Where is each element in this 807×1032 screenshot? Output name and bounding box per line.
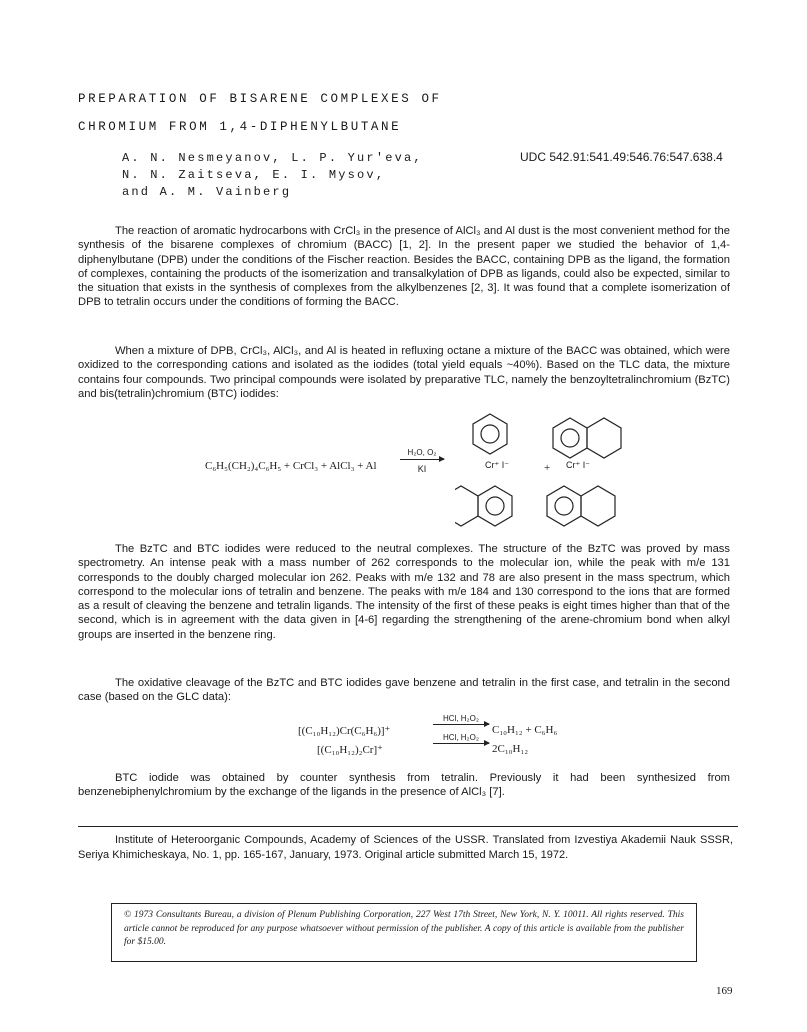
arrow-icon [433,743,489,744]
arrow-icon [400,459,444,460]
copyright-notice: © 1973 Consultants Bureau, a division of Plenum Publishing Corporation, 227 West 17th Street, New York, N. Y. 10011. All rights reserved. This article cannot be reproduced for any purpose whatsoever without permission of the publisher. A copy of this article is available from the publisher for $15.00. [124,910,684,947]
paragraph-4: The oxidative cleavage of the BzTC and BTC iodides gave benzene and tetralin in the first case, and tetralin in the second case (based on the GLC data): [78,677,730,704]
affiliation-footnote: Institute of Heteroorganic Compounds, Academy of Sciences of the USSR. Translated from Izvestiya Akademii Nauk SSSR, Seriya Khimicheskaya, No. 1, pp. 165-167, January, 1973. Original article submitted March 15, 1972. [78,834,733,861]
author-list: A. N. Nesmeyanov, L. P. Yur'eva, N. N. Zaitseva, E. I. Mysov, and A. M. Vainberg [122,151,423,199]
equation-1-arrow [433,714,489,725]
copyright-box [111,903,697,962]
equation-2-right: 2C₁₀H₁₂ [492,743,529,755]
reaction-reactants: C₆H₅(CH₂)₄C₆H₅ + CrCl₃ + AlCl₃ + Al [205,460,377,472]
udc-classification: UDC 542.91:541.49:546.76:547.638.4 [520,150,723,164]
reaction-arrow-reagents: H₂O, O₂ [407,448,437,457]
equation-1-right: C₁₀H₁₂ + C₆H₆ [492,724,558,736]
equation-2-reagents: HCl, H₂O₂ [443,733,479,742]
paragraph-5: BTC iodide was obtained by counter synthesis from tetralin. Previously it had been synthesized from benzenebiphenylchromium by the exchange of the ligands in the presence of AlCl₃ [7]. [78,772,730,799]
article-title-line-2: CHROMIUM FROM 1,4-DIPHENYLBUTANE [78,120,402,134]
arrow-icon [433,724,489,725]
equation-2-arrow [433,733,489,744]
equation-1-left: [(C₁₀H₁₂)Cr(C₆H₆)]⁺ [298,725,391,737]
btc-complex-structure [540,408,640,534]
reaction-arrow [400,448,444,474]
paragraph-3: The BzTC and BTC iodides were reduced to the neutral complexes. The structure of the BzTC was proved by mass spectrometry. An intense peak with a mass number of 262 corresponds to the molecular ion, while the peak with m/e 131 corresponds to the doubly charged molecular ion 262. Peaks with m/e 132 and 78 are also present in the mass spectrum, which correspond to the molecular ions of tetralin and benzene. The peaks with m/e 184 and 130 correspond to the ions that are formed as a result of cleaving the benzene and tetralin ligands. The intensity of the first of these peaks is eight times higher than that of the second, which is in agreement with the data given in [4-6] regarding the strengthening of the arene-chromium bond when alkyl groups are inserted in the benzene ring. [78,543,730,641]
bztc-cr-label: Cr⁺ I⁻ [485,460,509,470]
article-title-line-1: PREPARATION OF BISARENE COMPLEXES OF [78,92,442,106]
reaction-arrow-below-reagent: KI [417,464,427,474]
paragraph-1: The reaction of aromatic hydrocarbons with CrCl₃ in the presence of AlCl₃ and Al dust is the most convenient method for the synthesis of the bisarene complexes of chromium (BACC) [1, 2]. In the present paper we studied the behavior of 1,4-diphenylbutane (DPB) under the conditions of the Fischer reaction. Besides the BACC, containing DPB as the ligand, the formation of complexes, containing the products of the isomerization and transalkylation of DPB as ligands, could also be expected, similar to the situation that exists in the synthesis of complexes from the alkylbenzenes [2, 3]. It was found that a complete isomerization of DPB to tetralin occurs under the conditions of forming the BACC. [78,225,730,309]
footnote-divider [78,826,738,827]
bztc-complex-structure [455,410,525,534]
btc-sandwich-icon [540,408,640,534]
reaction-plus: + [544,462,551,474]
page-number: 169 [716,985,733,997]
btc-cr-label: Cr⁺ I⁻ [566,460,590,470]
equation-2-left: [(C₁₀H₁₂)₂Cr]⁺ [317,744,383,756]
equation-1-reagents: HCl, H₂O₂ [443,714,479,723]
paragraph-2: When a mixture of DPB, CrCl₃, AlCl₃, and Al is heated in refluxing octane a mixture of the BACC was obtained, which were oxidized to the corresponding cations and isolated as the iodides (total yield equals ~40%). Based on the TLC data, the mixture contains four compounds. Two principal compounds were isolated by preparative TLC, namely the benzoyltetralinchromium (BzTC) and bis(tetralin)chromium (BTC) iodides: [78,345,730,400]
bztc-sandwich-icon [455,410,525,534]
